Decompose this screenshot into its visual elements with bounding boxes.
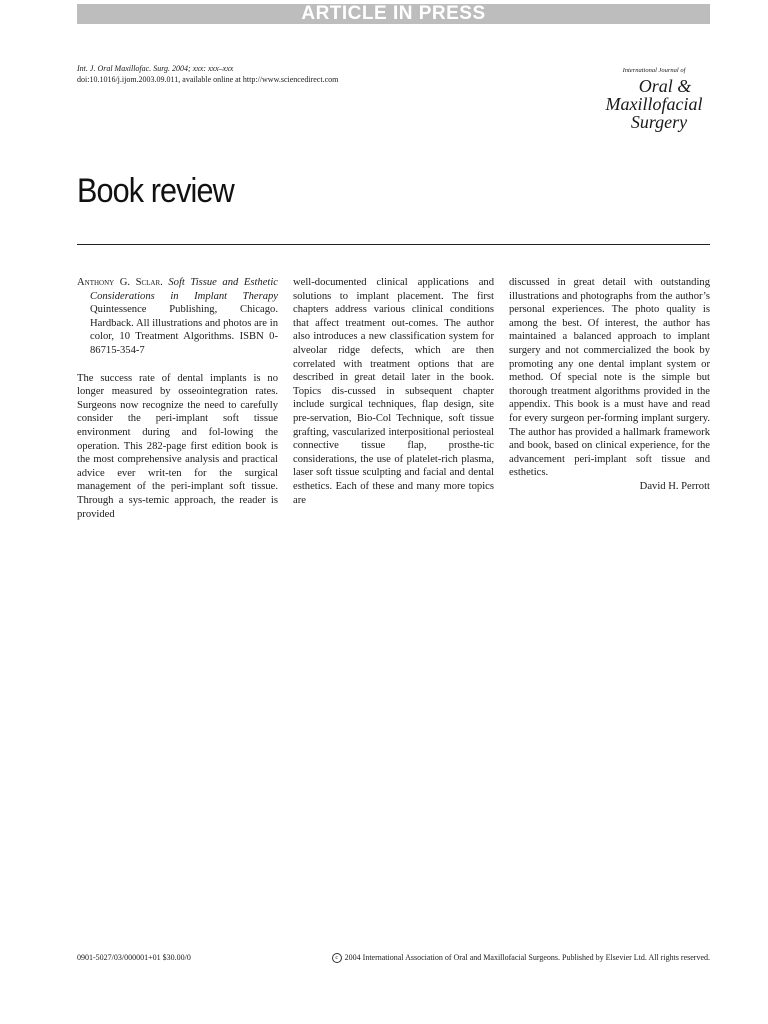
book-title: Soft Tissue and Esthetic Considerations in Implant Therapy	[90, 277, 278, 302]
page-footer	[77, 953, 710, 963]
logo-line-3: Maxillofacial	[605, 93, 703, 114]
doi-line: doi:10.1016/j.ijom.2003.09.011, available online at http://www.sciencedirect.com	[77, 74, 339, 84]
copyright-text: 2004 International Association of Oral and Maxillofacial Surgeons. Published by Elsevier Ltd. All rights reserved.	[344, 953, 710, 962]
footer-copyright	[332, 953, 710, 963]
book-details: Quintessence Publishing, Chicago. Hardback. All illustrations and photos are in color, 10 Treatment Algorithms. ISBN 0-86715-354-7	[90, 304, 278, 356]
column-2	[293, 276, 494, 507]
logo-line-1: International Journal of	[622, 67, 686, 74]
book-citation	[77, 276, 278, 358]
body-paragraph-col1: The success rate of dental implants is no longer measured by osseointegration rates. Surgeons now recognize the need to carefully consider the peri-implant soft tissue environment during and fol-lowing the operation. This 282-page first edition book is the most comprehensive analysis and practical advice ever writ-ten for the surgical management of the peri-implant soft tissue. Through a sys-temic approach, the reader is provided	[77, 372, 278, 520]
book-author: Anthony G. Sclar.	[77, 277, 163, 288]
copyright-icon: c	[332, 953, 342, 963]
logo-line-4: Surgery	[630, 111, 688, 132]
title-divider	[77, 244, 710, 245]
body-paragraph-col3: discussed in great detail with outstanding illustrations and photographs from the author’s personal experiences. The photo quality is among the best. Of interest, the author has maintained a balanced approach to implant surgery and not commercialized the book by promoting any one dental implant system or method. Of special note is the simple but thorough treatment algorithms provided in the appendix. This book is a must have and read for every surgeon per-forming implant surgery. The author has provided a hallmark framework and book, based on clinical experience, for the advancement peri-implant soft tissue and esthetics.	[509, 277, 710, 479]
reviewer-name: David H. Perrott	[639, 480, 710, 492]
logo-line-2: Oral &	[638, 75, 692, 96]
journal-reference: Int. J. Oral Maxillofac. Surg. 2004; xxx: xxx–xxx	[77, 64, 234, 73]
journal-logo	[598, 68, 710, 131]
body-paragraph-col2: well-documented clinical applications and solutions to implant placement. The first chapters address various clinical conditions that affect treatment out-comes. The author also introduces a new classification system for alveolar ridge defects, which are then correlated with treatment options that are described in great detail later in the book. Topics dis-cussed in subsequent chapter include surgical techniques, flap design, site pre-servation, Bio-Col Technique, soft tissue grafting, vascularized interpositional periosteal connective tissue flap, prosthe-tic considerations, the use of platelet-rich plasma, laser soft tissue sculpting and facial and dental esthetics. Each of these and many more topics are	[293, 277, 494, 506]
banner-text: ARTICLE IN PRESS	[301, 3, 486, 24]
page-title: Book review	[77, 172, 234, 210]
article-in-press-banner	[77, 4, 710, 24]
footer-code: 0901-5027/03/000001+01 $30.00/0	[77, 953, 191, 962]
column-3	[509, 276, 710, 494]
journal-citation	[77, 64, 338, 85]
column-1	[77, 276, 278, 521]
